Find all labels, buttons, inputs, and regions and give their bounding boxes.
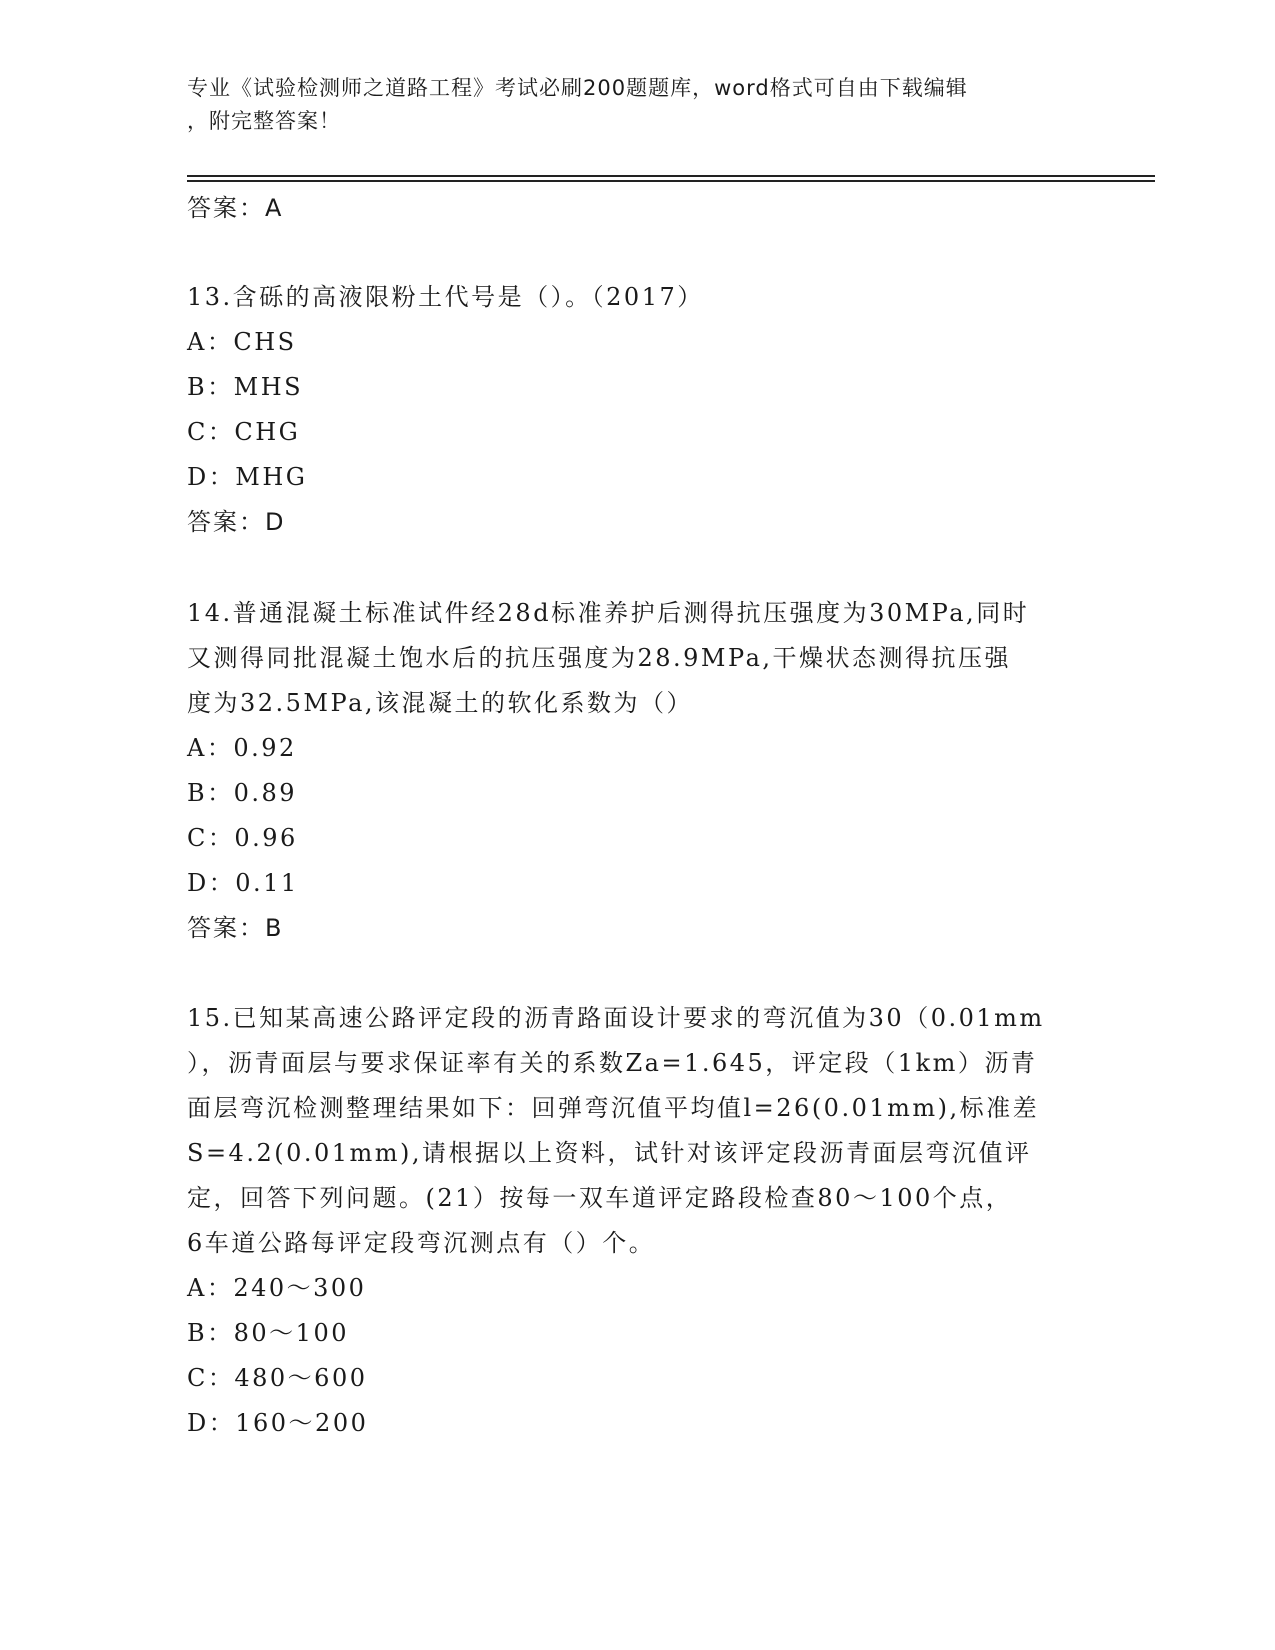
question-13-option-b: B：MHS <box>187 373 304 401</box>
question-15-option-a: A：240～300 <box>187 1274 367 1302</box>
document-header <box>187 72 1067 138</box>
question-14-option-a: A：0.92 <box>187 734 297 762</box>
previous-answer: 答案：A <box>187 194 284 222</box>
header-line-1: 专业《试验检测师之道路工程》考试必刷200题题库，word格式可自由下载编辑 <box>187 76 968 100</box>
question-14-answer: 答案：B <box>187 914 284 942</box>
question-14-stem-line-2: 又测得同批混凝土饱水后的抗压强度为28.9MPa,干燥状态测得抗压强 <box>187 644 1012 672</box>
question-14-stem-line-3: 度为32.5MPa,该混凝土的软化系数为（） <box>187 689 694 717</box>
question-13-option-c: C：CHG <box>187 418 301 446</box>
question-15-stem-line-1: 15.已知某高速公路评定段的沥青路面设计要求的弯沉值为30（0.01mm <box>187 1004 1045 1032</box>
question-15-stem-line-4: S=4.2(0.01mm),请根据以上资料，试针对该评定段沥青面层弯沉值评 <box>187 1139 1032 1167</box>
question-13-option-a: A：CHS <box>187 328 297 356</box>
question-15-option-b: B：80～100 <box>187 1319 349 1347</box>
header-line-2: ，附完整答案！ <box>187 109 341 133</box>
question-13-option-d: D：MHG <box>187 463 308 491</box>
question-13-answer: 答案：D <box>187 508 286 536</box>
question-14-stem-line-1: 14.普通混凝土标准试件经28d标准养护后测得抗压强度为30MPa,同时 <box>187 599 1030 627</box>
header-rule-bottom <box>187 180 1155 182</box>
question-14-option-d: D：0.11 <box>187 869 299 897</box>
question-15-stem-line-2: ），沥青面层与要求保证率有关的系数Za=1.645，评定段（1km）沥青 <box>187 1049 1038 1077</box>
question-15-stem-line-3: 面层弯沉检测整理结果如下：回弹弯沉值平均值l=26(0.01mm),标准差 <box>187 1094 1040 1122</box>
question-15-option-d: D：160～200 <box>187 1409 369 1437</box>
question-15-stem-line-5: 定，回答下列问题。(21）按每一双车道评定路段检查80～100个点， <box>187 1184 1013 1212</box>
question-14-option-c: C：0.96 <box>187 824 298 852</box>
question-14-option-b: B：0.89 <box>187 779 298 807</box>
question-15-stem-line-6: 6车道公路每评定段弯沉测点有（）个。 <box>187 1229 656 1257</box>
header-rule-top <box>187 175 1155 177</box>
question-13-stem: 13.含砾的高液限粉土代号是（）。（2017） <box>187 283 704 311</box>
question-15-option-c: C：480～600 <box>187 1364 368 1392</box>
